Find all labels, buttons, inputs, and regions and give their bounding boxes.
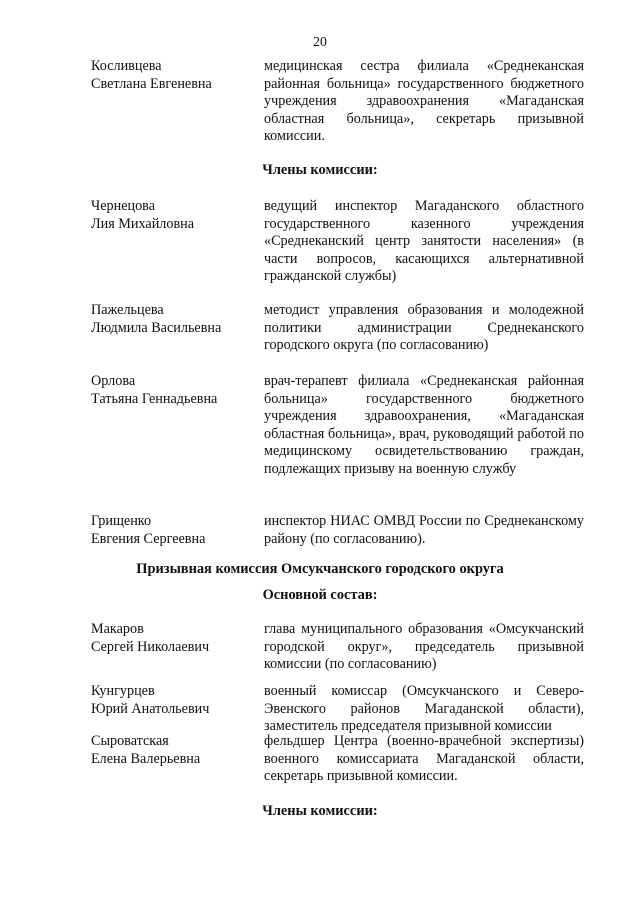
person-name: [91, 58, 261, 93]
page-number: 20: [313, 35, 327, 50]
given-name: Татьяна Геннадьевна: [91, 390, 218, 407]
commission-heading: Призывная комиссия Омсукчанского городского округа: [136, 561, 504, 577]
surname: Орлова: [91, 373, 136, 389]
surname: Грищенко: [91, 513, 152, 529]
person-name: [91, 513, 261, 548]
person-role: врач-терапевт филиала «Среднеканская районная больница» государственного бюджетного учреждения здравоохранения, «Магаданская областная больница», врач, руководящий работой по медицинскому освидетельствованию граждан, подлежащих призыву на военную службу: [264, 373, 584, 477]
section-heading: Члены комиссии:: [262, 162, 378, 178]
given-name: Юрий Анатольевич: [91, 700, 210, 717]
person-name: [91, 733, 261, 768]
person-name: [91, 198, 261, 233]
person-name: [91, 373, 261, 408]
given-name: Елена Валерьевна: [91, 750, 201, 767]
section-heading: Члены комиссии:: [262, 803, 378, 819]
person-name: [91, 621, 261, 656]
given-name: Лия Михайловна: [91, 215, 195, 232]
person-role: глава муниципального образования «Омсукчанский городской округ», председатель призывной комиссии (по согласованию): [264, 621, 584, 673]
person-role: медицинская сестра филиала «Среднеканская районная больница» государственного бюджетного учреждения здравоохранения «Магаданская областная больница», секретарь призывной комиссии.: [264, 58, 584, 145]
surname: Косливцева: [91, 58, 162, 74]
person-name: [91, 683, 261, 718]
person-role: ведущий инспектор Магаданского областного государственного казенного учреждения «Среднеканский центр занятости населения» (в части вопросов, касающихся альтернативной гражданской службы): [264, 198, 584, 285]
person-role: военный комиссар (Омсукчанского и Северо-Эвенского районов Магаданской области), заместитель председателя призывной комиссии: [264, 683, 584, 735]
given-name: Людмила Васильевна: [91, 319, 222, 336]
person-role: методист управления образования и молодежной политики администрации Среднеканского городского округа (по согласованию): [264, 302, 584, 354]
surname: Кунгурцев: [91, 683, 155, 699]
person-role: инспектор НИАС ОМВД России по Среднеканскому району (по согласованию).: [264, 513, 584, 547]
person-role: фельдшер Центра (военно-врачебной экспертизы) военного комиссариата Магаданской области, секретарь призывной комиссии.: [264, 733, 584, 785]
surname: Сыроватская: [91, 733, 169, 749]
surname: Пажельцева: [91, 302, 164, 318]
section-heading: Основной состав:: [262, 587, 378, 603]
surname: Макаров: [91, 621, 144, 637]
person-name: [91, 302, 261, 337]
given-name: Сергей Николаевич: [91, 638, 210, 655]
given-name: Светлана Евгеневна: [91, 75, 212, 92]
given-name: Евгения Сергеевна: [91, 530, 206, 547]
surname: Чернецова: [91, 198, 155, 214]
